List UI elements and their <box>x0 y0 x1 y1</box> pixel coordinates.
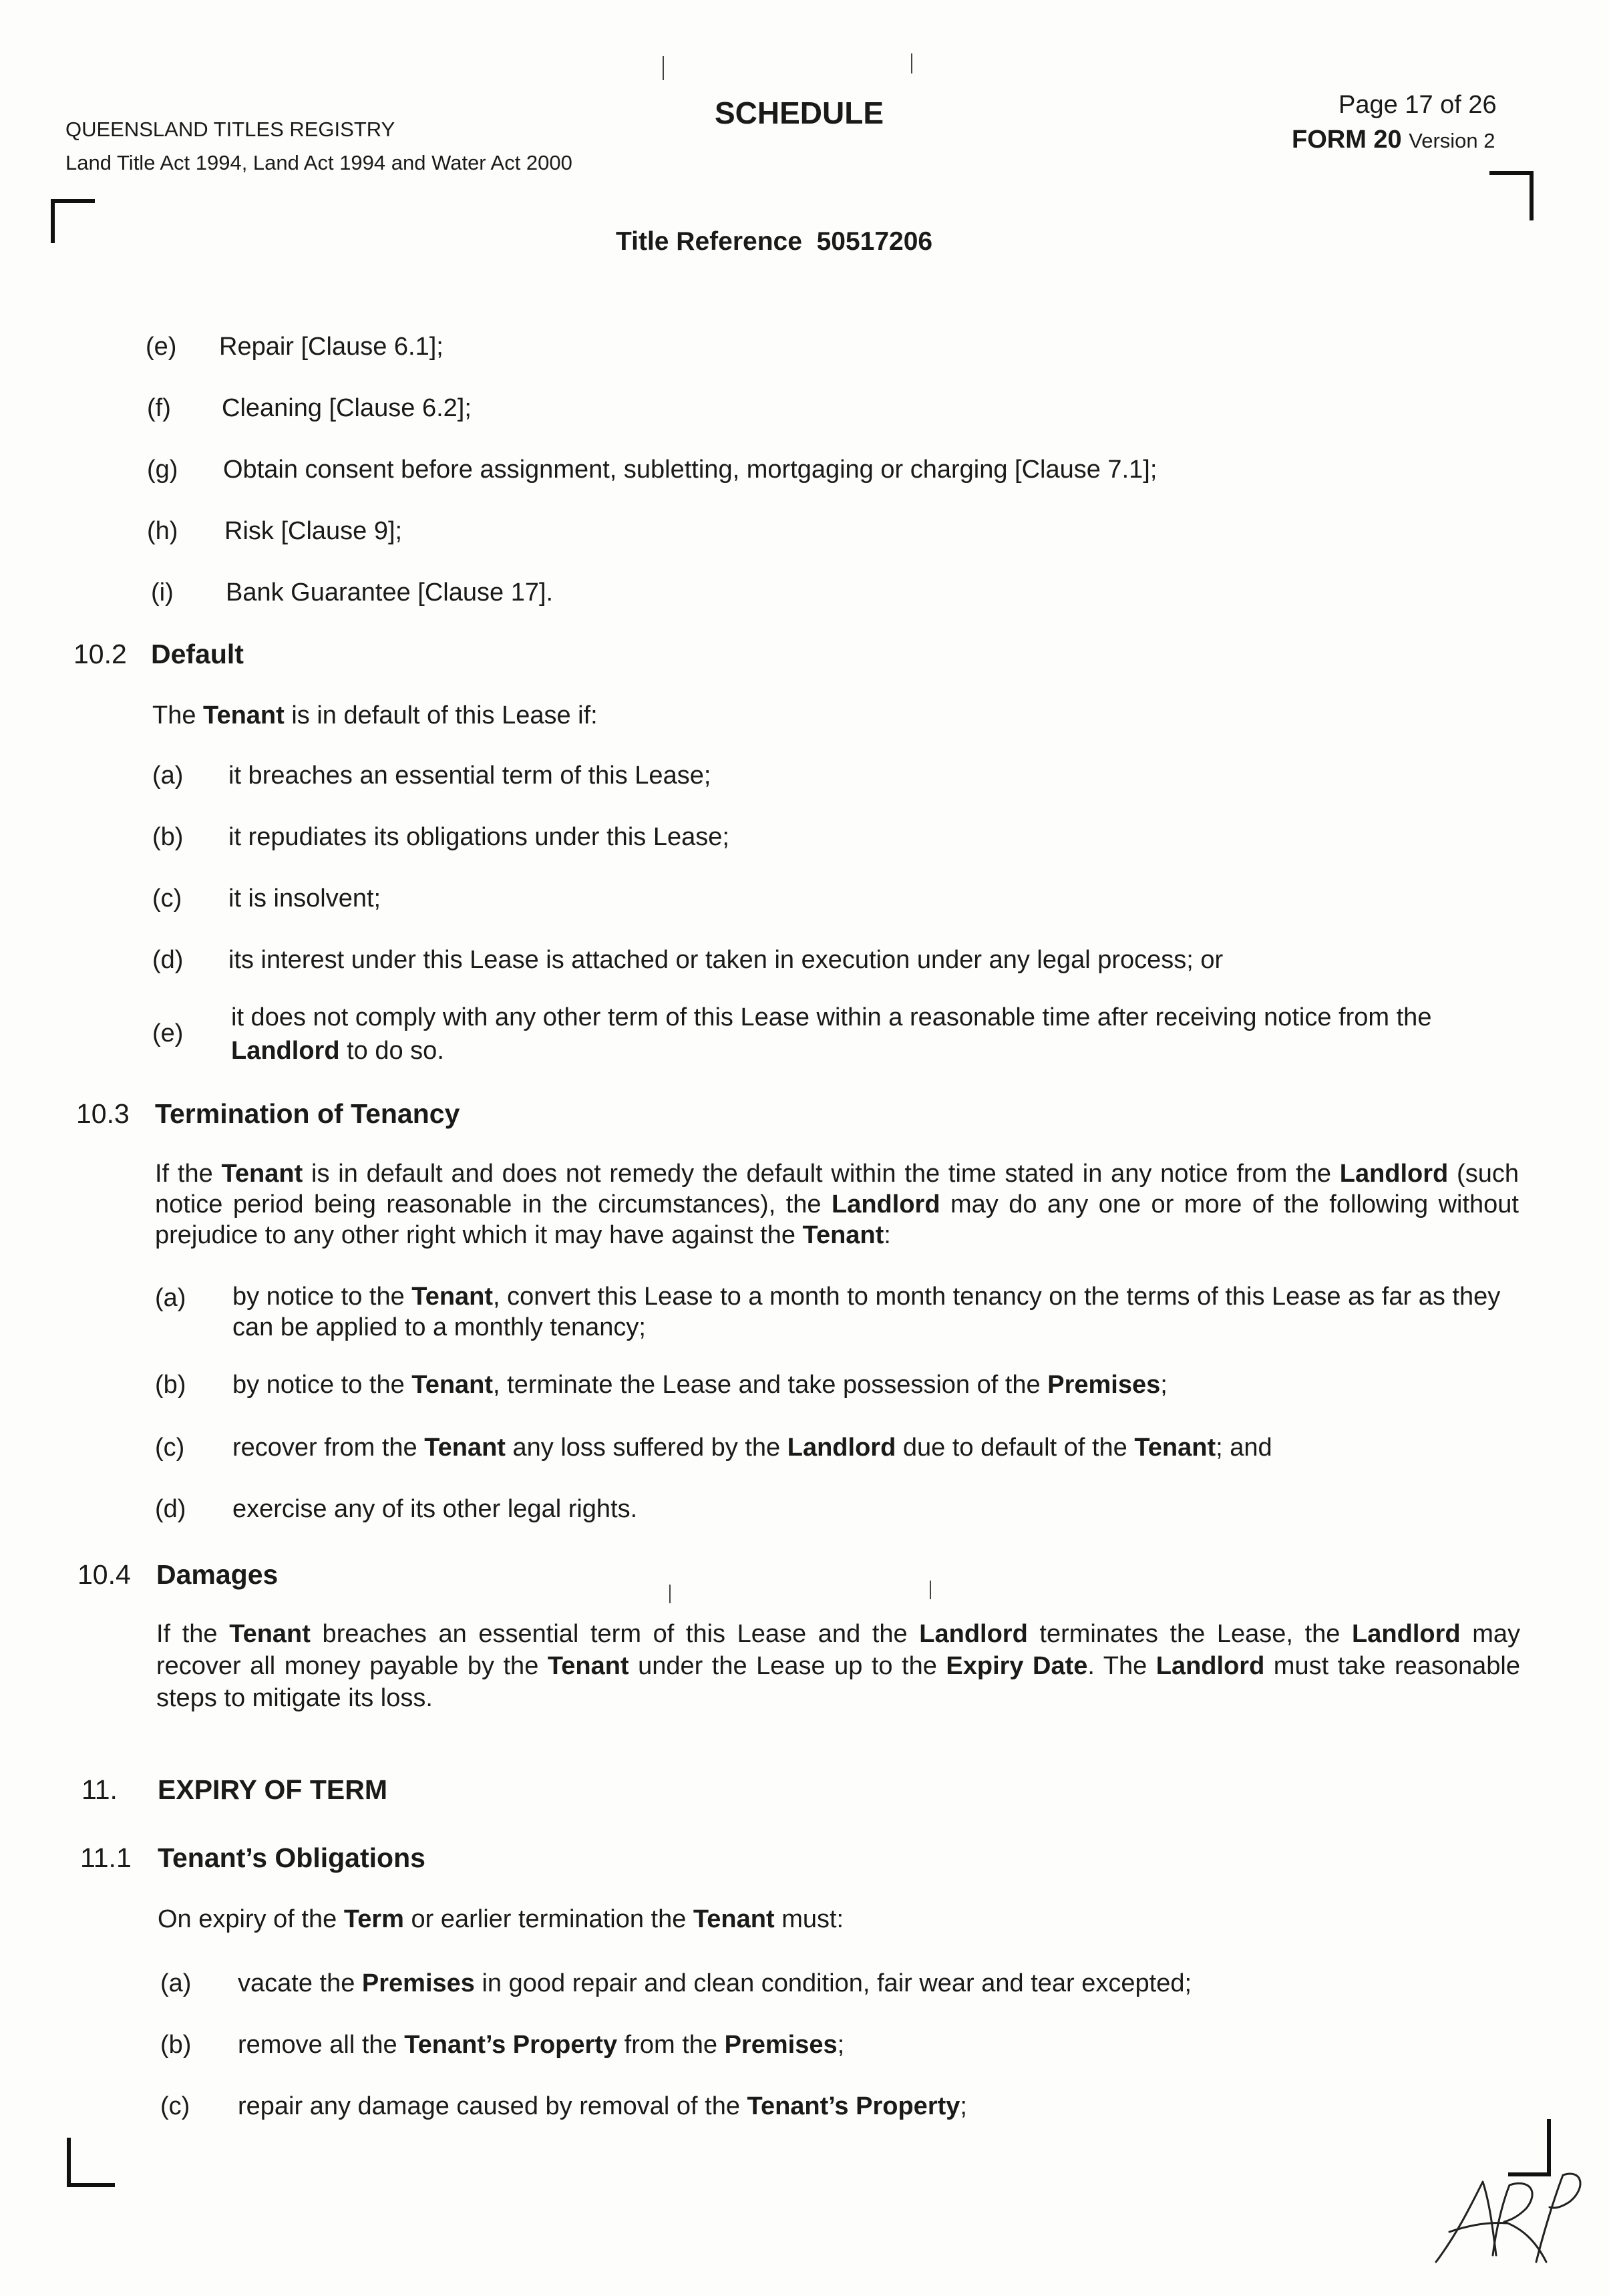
section-10-4-heading: 10.4 Damages <box>77 1559 279 1590</box>
form-label: FORM 20 Version 2 <box>1292 126 1495 154</box>
page-number: Page 17 of 26 <box>1338 91 1497 119</box>
scan-tick <box>911 53 912 73</box>
schedule-heading: SCHEDULE <box>715 96 884 130</box>
signature-initials-icon <box>1429 2162 1590 2269</box>
title-reference: Title Reference 50517206 <box>616 227 933 256</box>
scan-tick <box>930 1581 931 1599</box>
form-version: Version 2 <box>1409 129 1495 152</box>
governing-acts: Land Title Act 1994, Land Act 1994 and Water Act 2000 <box>65 151 572 174</box>
section-11-heading: 11. EXPIRY OF TERM <box>81 1774 387 1805</box>
registration-mark-top-left <box>51 199 95 243</box>
section-10-2-intro: The Tenant is in default of this Lease if: <box>152 701 598 729</box>
section-10-3-heading: 10.3 Termination of Tenancy <box>76 1098 460 1129</box>
section-10-3-intro: If the Tenant is in default and does not remedy the default within the time stated in any notice from the Landlord (such notice period being reasonable in the circumstances), the Landlord may do any one or more of the following without prejudice to any other right which it may have against the Tenant: <box>155 1160 1519 1249</box>
section-10-4-text: If the Tenant breaches an essential term of this Lease and the Landlord terminates the Lease, the Landlord may recover all money payable by the Tenant under the Lease up to the Expiry Date. The Landlord must take reasonable steps to mitigate its loss. <box>156 1620 1520 1712</box>
section-11-1-intro: On expiry of the Term or earlier termination the Tenant must: <box>158 1905 844 1933</box>
section-10-2-heading: 10.2 Default <box>73 639 244 669</box>
registration-mark-bottom-left <box>67 2138 115 2187</box>
registry-name: QUEENSLAND TITLES REGISTRY <box>65 118 395 141</box>
section-11-1-heading: 11.1 Tenant’s Obligations <box>80 1842 425 1873</box>
registration-mark-top-right <box>1489 171 1534 220</box>
scan-tick <box>669 1585 671 1603</box>
scan-tick <box>663 56 664 80</box>
